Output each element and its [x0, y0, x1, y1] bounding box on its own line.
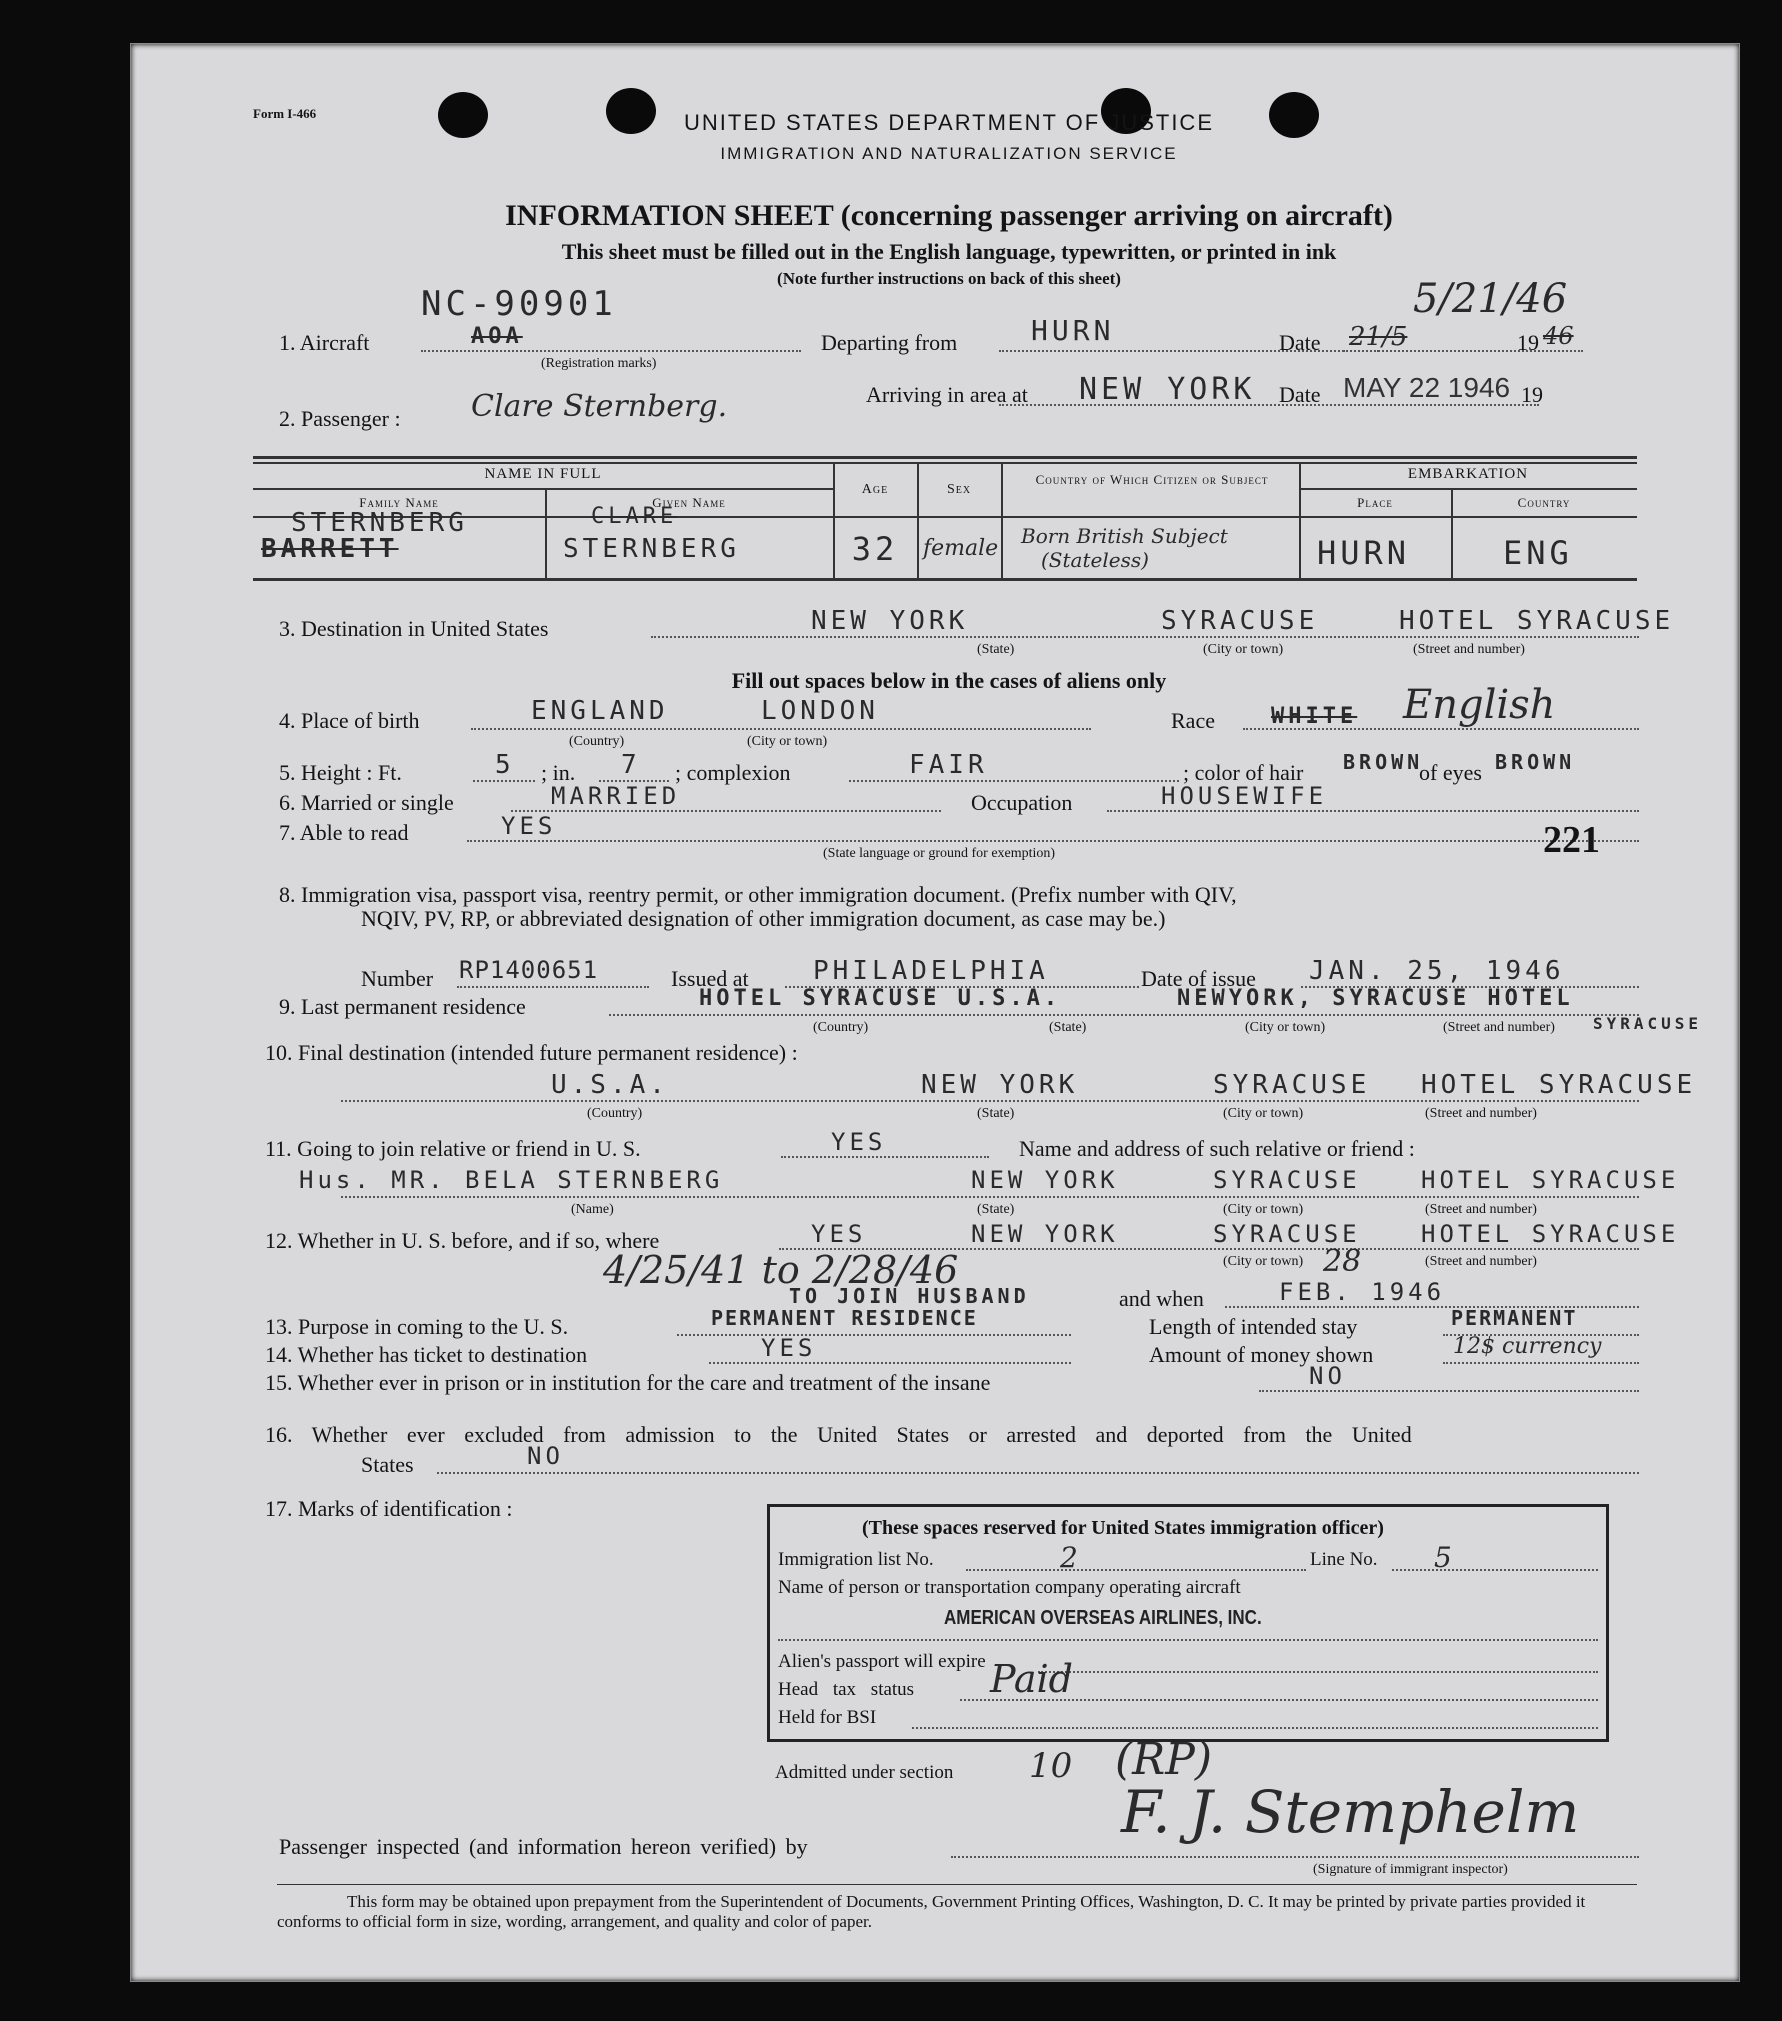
- information-sheet-form: [130, 43, 1740, 1982]
- before-street-value: HOTEL SYRACUSE: [1421, 1220, 1680, 1248]
- join-state-caption: (State): [977, 1202, 1015, 1217]
- join-name-line: [341, 1196, 1639, 1198]
- citizen-note-value: (Stateless): [1041, 548, 1149, 572]
- family-name-new-value: STERNBERG: [291, 508, 468, 538]
- complexion-value: FAIR: [909, 750, 988, 780]
- line-no-line: [1392, 1569, 1598, 1571]
- height-ft-line: [473, 780, 535, 782]
- race-struck-value: WHITE: [1271, 704, 1358, 729]
- last-residence-country-caption: (Country): [813, 1020, 869, 1035]
- final-street-value: HOTEL SYRACUSE: [1421, 1070, 1697, 1100]
- race-label: Race: [1171, 708, 1215, 733]
- last-residence-street-caption: (Street and number): [1443, 1020, 1555, 1035]
- line-no-value: 5: [1434, 1541, 1452, 1574]
- complexion-label: ; complexion: [675, 760, 791, 785]
- held-bsi-line: [912, 1727, 1598, 1729]
- inspected-label: Passenger inspected (and information hereon verified) by: [279, 1834, 808, 1859]
- embark-country-value: ENG: [1503, 534, 1573, 572]
- departing-value: HURN: [1031, 314, 1115, 347]
- destination-street-caption: (Street and number): [1413, 642, 1525, 657]
- ticket-value: YES: [761, 1334, 817, 1362]
- doc-number-line: [457, 986, 649, 988]
- passport-expire-label: Alien's passport will expire: [778, 1651, 986, 1672]
- read-line: [467, 840, 1639, 842]
- read-label: 7. Able to read: [279, 820, 409, 845]
- join-name-caption: (Name): [571, 1202, 614, 1217]
- arrive-date-stamp: MAY 22 1946: [1343, 372, 1511, 403]
- purpose-value: PERMANENT RESIDENCE: [711, 1306, 978, 1330]
- table-divider: [833, 462, 835, 578]
- company-label: Name of person or transportation company operating aircraft: [778, 1577, 1241, 1598]
- table-divider: [1001, 462, 1003, 578]
- signature-line: [951, 1856, 1639, 1858]
- final-street-caption: (Street and number): [1425, 1106, 1537, 1121]
- last-residence-city-caption: (City or town): [1245, 1020, 1326, 1035]
- destination-city-value: SYRACUSE: [1161, 606, 1319, 636]
- before-state-value: NEW YORK: [971, 1220, 1119, 1248]
- money-label: Amount of money shown: [1149, 1342, 1374, 1367]
- destination-state-caption: (State): [977, 642, 1015, 657]
- last-residence-state-caption: (State): [1049, 1020, 1087, 1035]
- last-residence-country-value: HOTEL SYRACUSE U.S.A.: [699, 986, 1062, 1011]
- destination-label: 3. Destination in United States: [279, 616, 549, 641]
- prison-line: [1259, 1390, 1639, 1392]
- eyes-label: of eyes: [1419, 760, 1482, 785]
- doc-number-value: RP1400651: [459, 956, 599, 984]
- sex-header: Sex: [946, 482, 972, 497]
- birth-country-value: ENGLAND: [531, 696, 669, 726]
- excluded-label-line1: 16. Whether ever excluded from admission to the United States or arrested and deported from the United: [265, 1422, 1412, 1447]
- agency-name: UNITED STATES DEPARTMENT OF JUSTICE: [683, 110, 1215, 135]
- ticket-line: [709, 1362, 1071, 1364]
- name-in-full-header: NAME IN FULL: [484, 466, 602, 482]
- complexion-line: [849, 780, 1179, 782]
- join-street-caption: (Street and number): [1425, 1202, 1537, 1217]
- arriving-value: NEW YORK: [1079, 372, 1256, 407]
- race-value: English: [1403, 682, 1556, 728]
- head-tax-value: Paid: [990, 1657, 1073, 1701]
- married-line: [511, 810, 941, 812]
- height-in-label: ; in.: [541, 760, 576, 785]
- before-city-caption: (City or town): [1223, 1254, 1304, 1269]
- arrive-year-label: 19: [1521, 382, 1543, 407]
- aliens-only-heading: Fill out spaces below in the cases of aliens only: [731, 668, 1167, 693]
- married-label: 6. Married or single: [279, 790, 454, 815]
- excluded-line: [437, 1472, 1639, 1474]
- before-street-caption: (Street and number): [1425, 1254, 1537, 1269]
- destination-city-caption: (City or town): [1203, 642, 1284, 657]
- table-rule: [253, 578, 1637, 581]
- imm-list-label: Immigration list No.: [778, 1549, 934, 1570]
- table-divider: [917, 462, 919, 578]
- read-value: YES: [501, 812, 557, 840]
- arriving-line: [999, 404, 1539, 406]
- aircraft-label: 1. Aircraft: [279, 330, 370, 355]
- arriving-label: Arriving in area at: [866, 382, 1028, 407]
- when-value: FEB. 1946: [1279, 1278, 1446, 1306]
- ticket-label: 14. Whether has ticket to destination: [265, 1342, 588, 1367]
- citizen-header: Country of Which Citizen or Subject: [1035, 472, 1269, 487]
- company-stamp: AMERICAN OVERSEAS AIRLINES, INC.: [944, 1607, 1262, 1629]
- given-name-value: STERNBERG: [563, 534, 740, 564]
- birth-city-value: LONDON: [761, 696, 879, 726]
- final-country-value: U.S.A.: [551, 1070, 669, 1100]
- before-number-value: 28: [1323, 1244, 1362, 1279]
- before-purpose-value: TO JOIN HUSBAND: [789, 1284, 1030, 1308]
- before-city-value: SYRACUSE: [1213, 1220, 1361, 1248]
- sex-value: female: [923, 536, 999, 561]
- join-city-caption: (City or town): [1223, 1202, 1304, 1217]
- length-value: PERMANENT: [1451, 1306, 1578, 1330]
- passenger-label: 2. Passenger :: [279, 406, 401, 431]
- table-rule: [253, 456, 1637, 459]
- table-divider: [1451, 488, 1453, 578]
- company-line: [778, 1639, 1598, 1641]
- family-name-header: Family Name: [359, 495, 439, 510]
- money-value: 12$ currency: [1453, 1334, 1602, 1359]
- depart-year-label: 19: [1517, 330, 1539, 355]
- table-divider: [545, 488, 547, 578]
- punch-hole-decoration: [1269, 92, 1319, 138]
- age-value: 32: [851, 530, 899, 568]
- purpose-label: 13. Purpose in coming to the U. S.: [265, 1314, 569, 1339]
- stamped-number: 221: [1543, 819, 1600, 861]
- before-label: 12. Whether in U. S. before, and if so, where: [265, 1228, 660, 1253]
- country-header: Country: [1517, 495, 1571, 510]
- final-state-value: NEW YORK: [921, 1070, 1079, 1100]
- footer-rule: [277, 1884, 1637, 1885]
- join-street-value: HOTEL SYRACUSE: [1421, 1166, 1680, 1194]
- table-rule: [253, 462, 1637, 464]
- table-divider: [1299, 462, 1301, 578]
- imm-list-line: [966, 1569, 1306, 1571]
- depart-date-value: 5/21/46: [1413, 276, 1568, 322]
- signature-caption: (Signature of immigrant inspector): [1313, 1862, 1508, 1877]
- last-residence-rest-value: NEWYORK, SYRACUSE HOTEL: [1177, 986, 1574, 1011]
- passport-expire-line: [1038, 1671, 1598, 1673]
- depart-date-label: Date: [1279, 330, 1321, 355]
- occupation-label: Occupation: [971, 790, 1073, 815]
- occupation-line: [1107, 810, 1639, 812]
- footer-text: This form may be obtained upon prepayment from the Superintendent of Documents, Government Printing Offices, Washington, D. C. It may be printed by private parties provided it conforms to official form in size, wording, arrangement, and quality and color of paper.: [277, 1892, 1586, 1931]
- aircraft-struck-value: AOA: [471, 324, 523, 349]
- issued-label: Issued at: [671, 966, 749, 991]
- join-name-label: Name and address of such relative or friend :: [1019, 1136, 1415, 1161]
- head-tax-label: Head tax status: [778, 1679, 915, 1700]
- birth-city-caption: (City or town): [747, 734, 828, 749]
- given-name-struck-value: CLARE: [591, 504, 678, 529]
- height-ft-value: 5: [495, 750, 515, 780]
- issued-value: PHILADELPHIA: [813, 956, 1049, 986]
- age-header: Age: [861, 482, 889, 497]
- final-state-caption: (State): [977, 1106, 1015, 1121]
- section-value: 10: [1029, 1746, 1073, 1786]
- birth-label: 4. Place of birth: [279, 708, 420, 733]
- height-label: 5. Height : Ft.: [279, 760, 402, 785]
- punch-hole-decoration: [438, 92, 488, 138]
- form-subtitle: This sheet must be filled out in the English language, typewritten, or printed in ink: [561, 239, 1337, 264]
- date-issue-value: JAN. 25, 1946: [1309, 956, 1565, 986]
- service-name: IMMIGRATION AND NATURALIZATION SERVICE: [720, 144, 1178, 163]
- birth-country-caption: (Country): [569, 734, 625, 749]
- registration-caption: (Registration marks): [541, 356, 657, 371]
- visa-label-line2: NQIV, PV, RP, or abbreviated designation of other immigration document, as case may be.): [361, 906, 1166, 931]
- eyes-value: BROWN: [1495, 750, 1576, 774]
- held-bsi-label: Held for BSI: [778, 1707, 877, 1728]
- table-rule: [1299, 488, 1637, 490]
- embarkation-header: EMBARKATION: [1407, 466, 1529, 482]
- final-city-caption: (City or town): [1223, 1106, 1304, 1121]
- passenger-value: Clare Sternberg.: [471, 389, 728, 424]
- place-header: Place: [1357, 495, 1393, 510]
- visa-label-line1: 8. Immigration visa, passport visa, reentry permit, or other immigration document. (Prefix number with QIV,: [279, 882, 1237, 907]
- doc-number-label: Number: [361, 966, 434, 991]
- family-name-struck-value: BARRETT: [261, 534, 399, 564]
- prison-label: 15. Whether ever in prison or in institution for the care and treatment of the insane: [265, 1370, 991, 1395]
- depart-year-value: 46: [1543, 322, 1574, 350]
- destination-line: [651, 636, 1639, 638]
- married-value: MARRIED: [551, 782, 681, 810]
- join-name-value: Hus. MR. BELA STERNBERG: [299, 1166, 724, 1194]
- form-subnote: (Note further instructions on back of this sheet): [777, 269, 1121, 288]
- punch-hole-decoration: [606, 88, 656, 134]
- final-country-caption: (Country): [587, 1106, 643, 1121]
- imm-list-value: 2: [1060, 1541, 1078, 1574]
- last-residence-line: [609, 1014, 1639, 1016]
- final-destination-line: [341, 1100, 1639, 1102]
- given-name-header: Given Name: [652, 495, 726, 510]
- marks-label: 17. Marks of identification :: [265, 1496, 513, 1521]
- excluded-value: NO: [527, 1442, 564, 1470]
- form-number: Form I-466: [253, 106, 317, 121]
- height-in-value: 7: [621, 750, 641, 780]
- before-value: YES: [811, 1220, 867, 1248]
- final-city-value: SYRACUSE: [1213, 1070, 1371, 1100]
- departing-label: Departing from: [821, 330, 958, 355]
- hair-label: ; color of hair: [1183, 760, 1304, 785]
- join-city-value: SYRACUSE: [1213, 1166, 1361, 1194]
- depart-date-struck-value: 21/5: [1349, 322, 1408, 352]
- inspector-signature: F. J. Stemphelm: [1121, 1778, 1580, 1846]
- read-caption: (State language or ground for exemption): [823, 846, 1056, 861]
- join-label: 11. Going to join relative or friend in U. S.: [265, 1136, 641, 1161]
- destination-street-value: HOTEL SYRACUSE: [1399, 606, 1675, 636]
- final-destination-label: 10. Final destination (intended future permanent residence) :: [265, 1040, 798, 1065]
- officer-reserved-box: [767, 1504, 1609, 1742]
- citizen-value: Born British Subject: [1021, 524, 1228, 548]
- join-state-value: NEW YORK: [971, 1166, 1119, 1194]
- occupation-value: HOUSEWIFE: [1161, 782, 1328, 810]
- destination-state-value: NEW YORK: [811, 606, 969, 636]
- embark-place-value: HURN: [1317, 534, 1411, 572]
- before-dates-value: 4/25/41 to 2/28/46: [603, 1248, 959, 1292]
- money-line: [1443, 1362, 1639, 1364]
- prison-value: NO: [1309, 1362, 1346, 1390]
- join-line: [781, 1156, 989, 1158]
- hair-value: BROWN: [1343, 750, 1424, 774]
- form-title: INFORMATION SHEET (concerning passenger arriving on aircraft): [505, 199, 1393, 232]
- aircraft-line: [421, 350, 801, 352]
- excluded-label-line2: States: [361, 1452, 414, 1477]
- last-residence-extra-value: SYRACUSE: [1593, 1014, 1703, 1033]
- section-code-value: (RP): [1115, 1734, 1213, 1785]
- table-rule: [253, 488, 833, 490]
- last-residence-label: 9. Last permanent residence: [279, 994, 526, 1019]
- date-issue-label: Date of issue: [1141, 966, 1256, 991]
- join-value: YES: [831, 1128, 887, 1156]
- birth-line: [471, 728, 1091, 730]
- departing-line: [999, 350, 1379, 352]
- aircraft-value: NC-90901: [421, 284, 617, 324]
- line-no-label: Line No.: [1310, 1549, 1378, 1570]
- purpose-line: [677, 1334, 1071, 1336]
- reserved-heading: (These spaces reserved for United States immigration officer): [862, 1517, 1384, 1539]
- length-label: Length of intended stay: [1149, 1314, 1358, 1339]
- arrive-date-label: Date: [1279, 382, 1321, 407]
- when-label: and when: [1119, 1286, 1204, 1311]
- admitted-label: Admitted under section: [775, 1762, 954, 1783]
